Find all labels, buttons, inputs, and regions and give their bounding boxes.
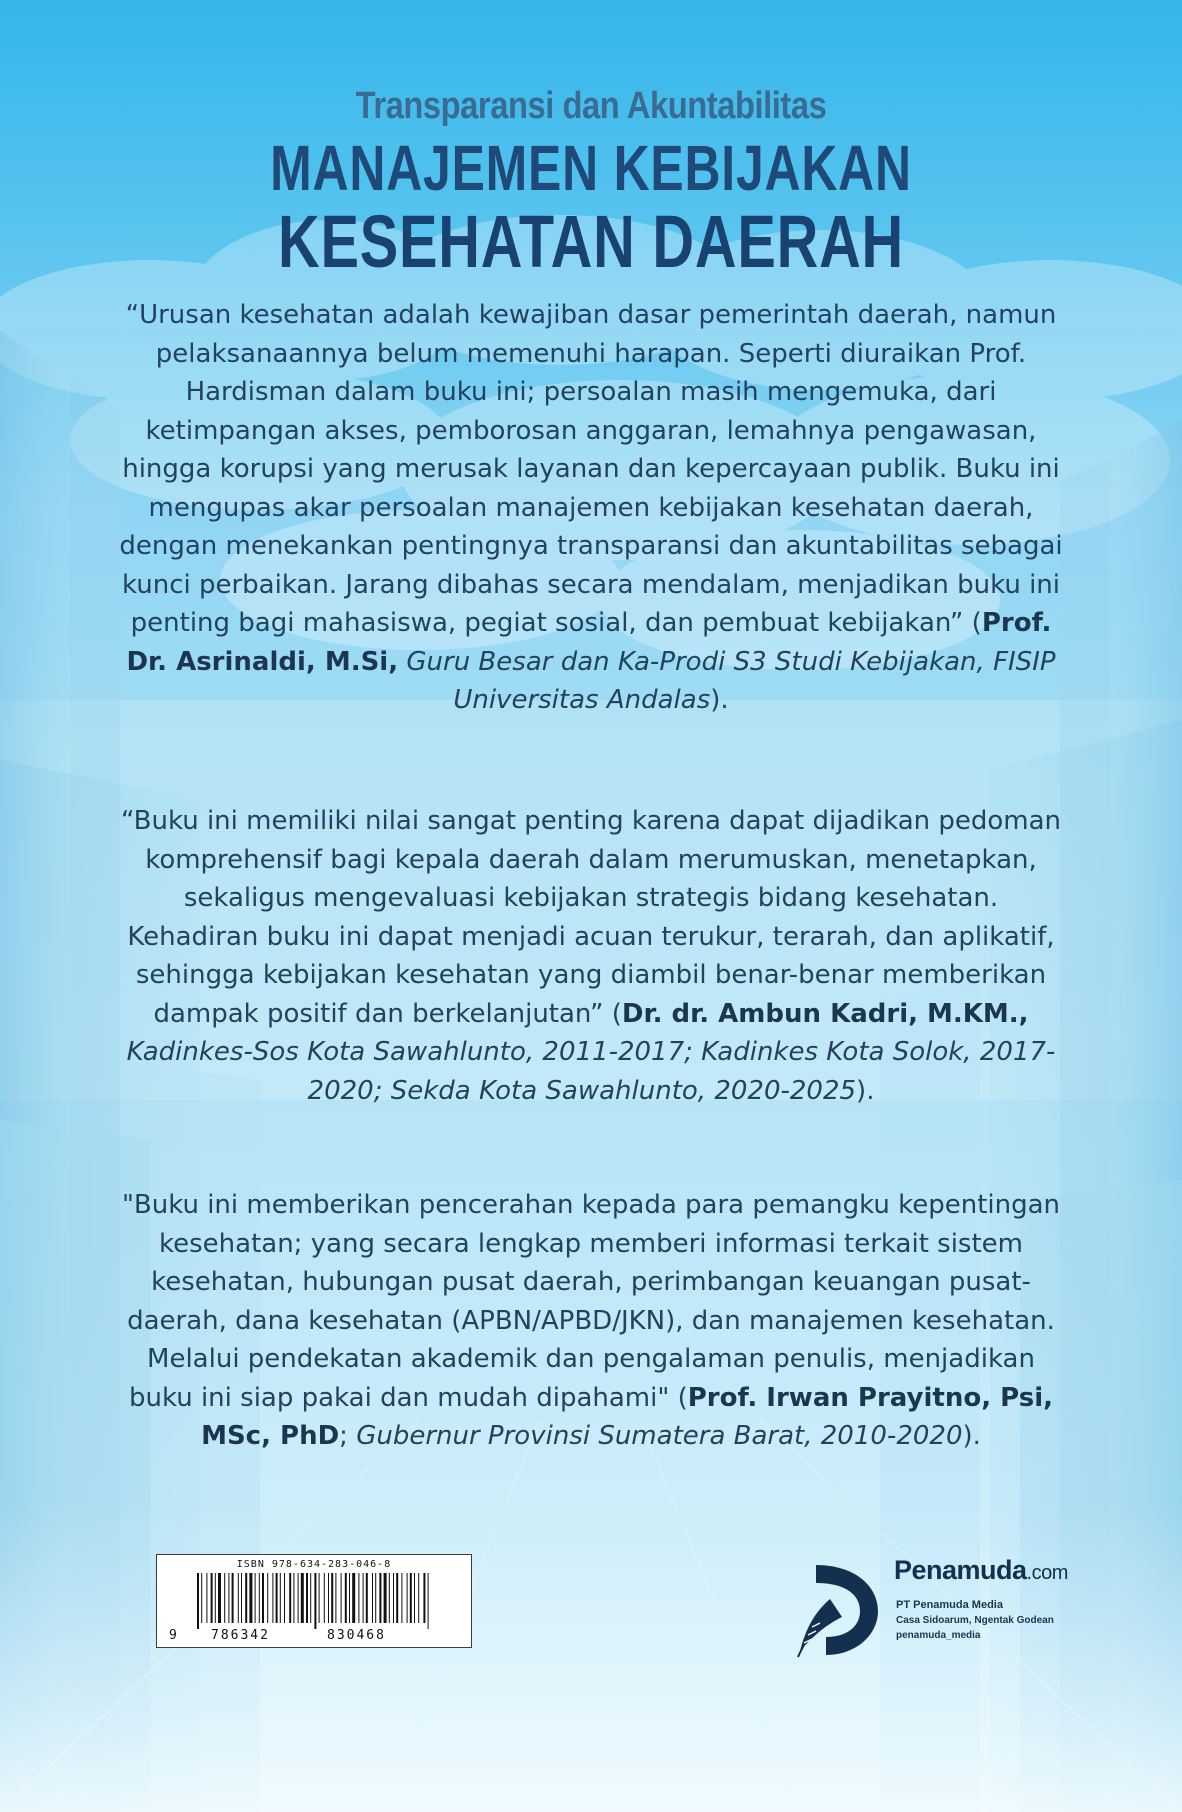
barcode-bar bbox=[349, 1573, 350, 1623]
testimonial-author: Prof. Irwan Prayitno, Psi, MSc, PhD bbox=[201, 1382, 1054, 1451]
barcode-bar bbox=[418, 1573, 419, 1623]
barcode-bar bbox=[366, 1573, 368, 1623]
barcode-bar bbox=[372, 1573, 373, 1623]
testimonial-2 bbox=[118, 802, 1064, 1110]
paren-close: ). bbox=[710, 685, 729, 715]
barcode-bar bbox=[352, 1573, 355, 1623]
book-title-line-1: MANAJEMEN KEBIJAKAN bbox=[270, 132, 912, 204]
testimonial-text: “Buku ini memiliki nilai sangat penting karena dapat dijadikan pedoman komprehensif bagi kepala daerah dalam merumuskan, menetapkan, sekaligus mengevaluasi kebijakan strategis bidang kesehatan. Kehadiran buku ini dapat menjadi acuan terukur, terarah, dan aplikatif, sehingga kebijakan kesehatan yang diambil benar-benar memberikan dampak positif dan berkelanjutan” bbox=[120, 806, 1062, 1029]
barcode-bar bbox=[396, 1573, 398, 1623]
barcode-bar bbox=[410, 1573, 412, 1623]
barcode-bar bbox=[241, 1573, 242, 1623]
testimonial-text: “Urusan kesehatan adalah kewajiban dasar pemerintah daerah, namun pelaksanaannya belum memenuhi harapan. Seperti diuraikan Prof. Hardisman dalam buku ini; persoalan masih mengemuka, dari ketimpangan akses, pemborosan anggaran, lemahnya pengawasan, hingga korupsi yang merusak layanan dan kepercayaan publik. Buku ini mengupas akar persoalan manajemen kebijakan kesehatan daerah, dengan menekankan pentingnya transparansi dan akuntabilitas sebagai kunci perbaikan. Jarang dibahas secara mendalam, menjadikan buku ini penting bagi mahasiswa, pegiat sosial, dan pembuat kebijakan” bbox=[119, 300, 1063, 638]
paren-close: ). bbox=[962, 1421, 981, 1451]
barcode-bar bbox=[267, 1573, 268, 1623]
title-block bbox=[0, 78, 1182, 282]
barcode-bar bbox=[211, 1573, 213, 1623]
testimonial-affiliation: Kadinkes-Sos Kota Sawahlunto, 2011-2017; Kadinkes Kota Solok, 2017-2020; Sekda Kota Sawahlunto, 2020-2025 bbox=[126, 1037, 1056, 1106]
brand-name: Penamuda bbox=[894, 1555, 1027, 1585]
barcode-bar bbox=[298, 1573, 299, 1623]
paren-open: ( bbox=[611, 998, 622, 1029]
barcode-bar bbox=[293, 1573, 294, 1623]
barcode-bar bbox=[238, 1573, 239, 1623]
barcode-bar bbox=[363, 1573, 364, 1623]
barcode-bar bbox=[341, 1573, 342, 1623]
barcode-digits-left: 786342 bbox=[211, 1628, 270, 1643]
testimonial-author: Dr. dr. Ambun Kadri, M.KM., bbox=[621, 998, 1029, 1029]
barcode-bar bbox=[201, 1573, 202, 1623]
barcode-bar bbox=[389, 1573, 390, 1623]
barcode-bar bbox=[345, 1573, 347, 1623]
testimonial-affiliation: Guru Besar dan Ka-Prodi S3 Studi Kebijakan, FISIP Universitas Andalas bbox=[406, 646, 1056, 715]
barcode-bar bbox=[206, 1573, 207, 1623]
barcode-bar bbox=[331, 1573, 333, 1623]
barcode-bar bbox=[306, 1573, 308, 1623]
barcode-bar bbox=[218, 1573, 221, 1623]
testimonial-author: Prof. Dr. Asrinaldi, M.Si, bbox=[126, 608, 1052, 677]
barcode-bar bbox=[289, 1573, 291, 1623]
barcode-bar bbox=[407, 1573, 408, 1623]
barcode-bar bbox=[228, 1573, 229, 1623]
barcode-bar bbox=[262, 1573, 264, 1623]
publisher-address: Casa Sidoarum, Ngentak Godean bbox=[896, 1615, 1054, 1626]
separator: ; bbox=[339, 1421, 348, 1451]
paren-open: ( bbox=[971, 608, 982, 638]
barcode-bar bbox=[276, 1573, 278, 1623]
barcode-bar bbox=[375, 1573, 376, 1623]
testimonial-1 bbox=[118, 296, 1064, 720]
barcode-bar bbox=[255, 1573, 256, 1623]
book-subtitle: Transparansi dan Akuntabilitas bbox=[355, 85, 827, 127]
barcode-bar bbox=[245, 1573, 247, 1623]
brand-suffix: .com bbox=[1026, 1562, 1068, 1584]
barcode-bar bbox=[272, 1573, 273, 1623]
publisher-social: penamuda_media bbox=[896, 1630, 981, 1641]
barcode-bars bbox=[197, 1573, 433, 1629]
barcode-bar bbox=[224, 1573, 225, 1623]
barcode-bar bbox=[393, 1573, 394, 1623]
barcode-bar bbox=[423, 1573, 425, 1623]
barcode-bar bbox=[280, 1573, 281, 1623]
paren-open: ( bbox=[677, 1382, 688, 1413]
barcode-bar bbox=[401, 1573, 402, 1623]
barcode-bar bbox=[232, 1573, 234, 1623]
barcode-bar bbox=[284, 1573, 285, 1623]
barcode-bar bbox=[384, 1573, 387, 1623]
barcode-bar bbox=[414, 1573, 415, 1623]
isbn-label: ISBN 978-634-283-046-8 bbox=[236, 1559, 392, 1570]
barcode-bar bbox=[301, 1573, 304, 1623]
publisher-company: PT Penamuda Media bbox=[896, 1599, 1003, 1611]
barcode-bar bbox=[324, 1573, 325, 1623]
barcode-bar bbox=[259, 1573, 260, 1623]
barcode-bar bbox=[197, 1573, 199, 1629]
isbn-barcode bbox=[156, 1554, 472, 1648]
publisher-brand bbox=[894, 1555, 1068, 1586]
barcode-bar bbox=[319, 1573, 320, 1623]
barcode-bar bbox=[379, 1573, 381, 1623]
barcode-bar bbox=[249, 1573, 252, 1623]
testimonial-text: "Buku ini memberikan pencerahan kepada para pemangku kepentingan kesehatan; yang secara lengkap memberi informasi terkait sistem kesehatan, hubungan pusat daerah, perimbangan keuangan pusat-daerah, dana kesehatan (APBN/APBD/JKN), dan manajemen kesehatan. Melalui pendekatan akademik dan pengalaman penulis, menjadikan buku ini siap pakai dan mudah dipahami" bbox=[121, 1190, 1061, 1413]
barcode-bar bbox=[328, 1573, 329, 1623]
publisher-logo bbox=[780, 1555, 1110, 1665]
barcode-bar bbox=[335, 1573, 336, 1623]
testimonial-affiliation: Gubernur Provinsi Sumatera Barat, 2010-2020 bbox=[356, 1421, 963, 1451]
barcode-bar bbox=[310, 1573, 311, 1623]
barcode-bar bbox=[215, 1573, 216, 1623]
barcode-bar bbox=[428, 1573, 429, 1629]
testimonial-3 bbox=[118, 1186, 1064, 1456]
book-title-line-2: KESEHATAN DAERAH bbox=[277, 200, 905, 283]
penamuda-quill-icon bbox=[786, 1559, 886, 1663]
barcode-bar bbox=[358, 1573, 359, 1623]
paren-close: ). bbox=[856, 1075, 875, 1106]
barcode-digits-right: 830468 bbox=[327, 1628, 386, 1643]
barcode-digit-first: 9 bbox=[169, 1628, 179, 1643]
barcode-bar bbox=[314, 1573, 316, 1629]
